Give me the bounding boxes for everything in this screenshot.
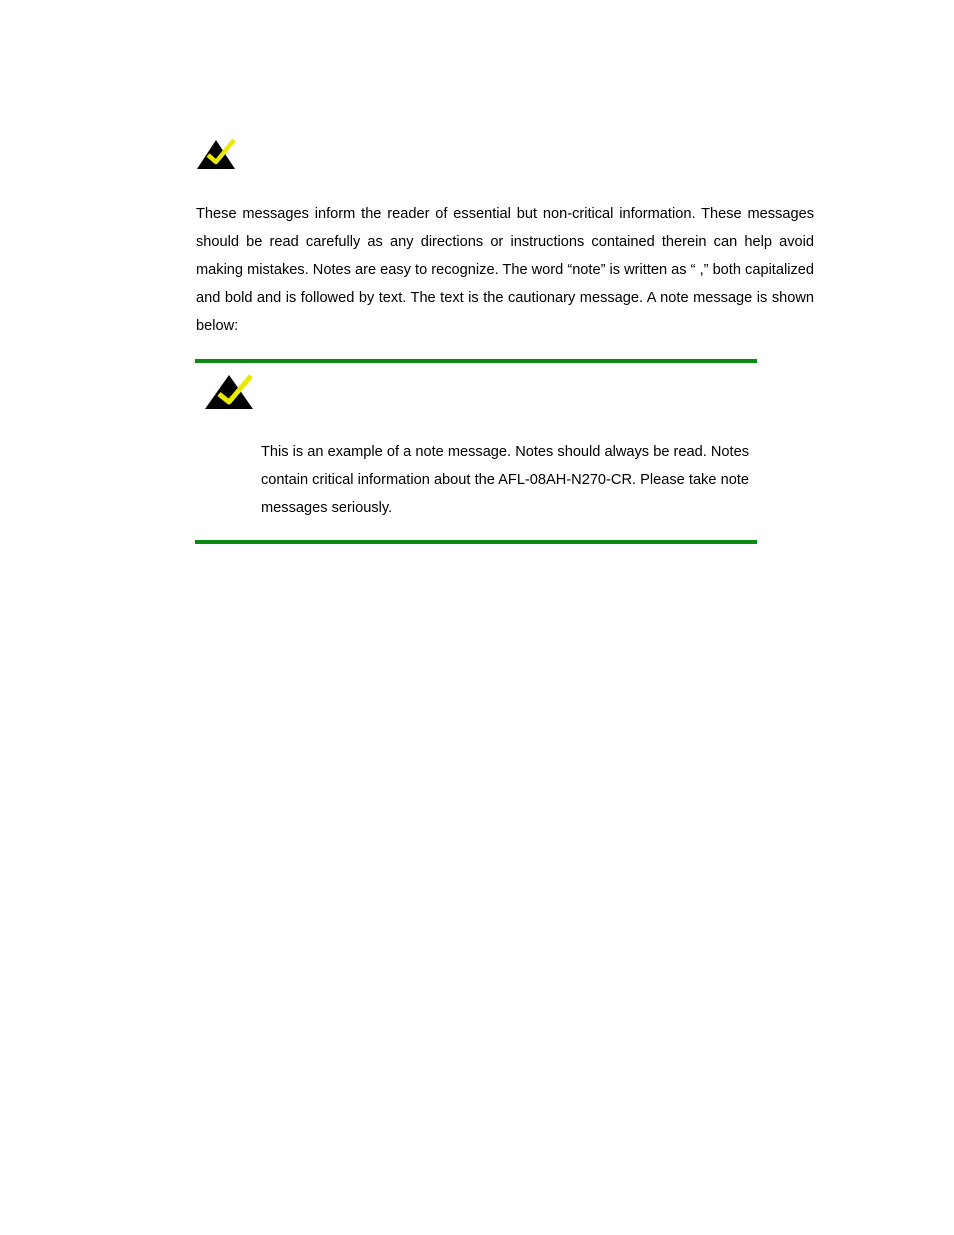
note-box-top-rule bbox=[195, 359, 757, 363]
note-message: This is an example of a note message. Notes should always be read. Notes contain critical information about the AFL-08AH-N270-CR. Please take note messages seriously. bbox=[261, 444, 749, 516]
note-check-icon bbox=[204, 372, 256, 410]
note-box-bottom-rule bbox=[195, 540, 757, 544]
note-check-icon bbox=[196, 136, 238, 170]
intro-paragraph: These messages inform the reader of essential but non-critical information. These messages should be read carefully as any directions or instructions contained therein can help avoid making mistakes. Notes are easy to recognize. The word “note” is written as “ ,” both capitalized and bold and is followed by text. The text is the cautionary message. A note message is shown below: bbox=[196, 206, 814, 334]
